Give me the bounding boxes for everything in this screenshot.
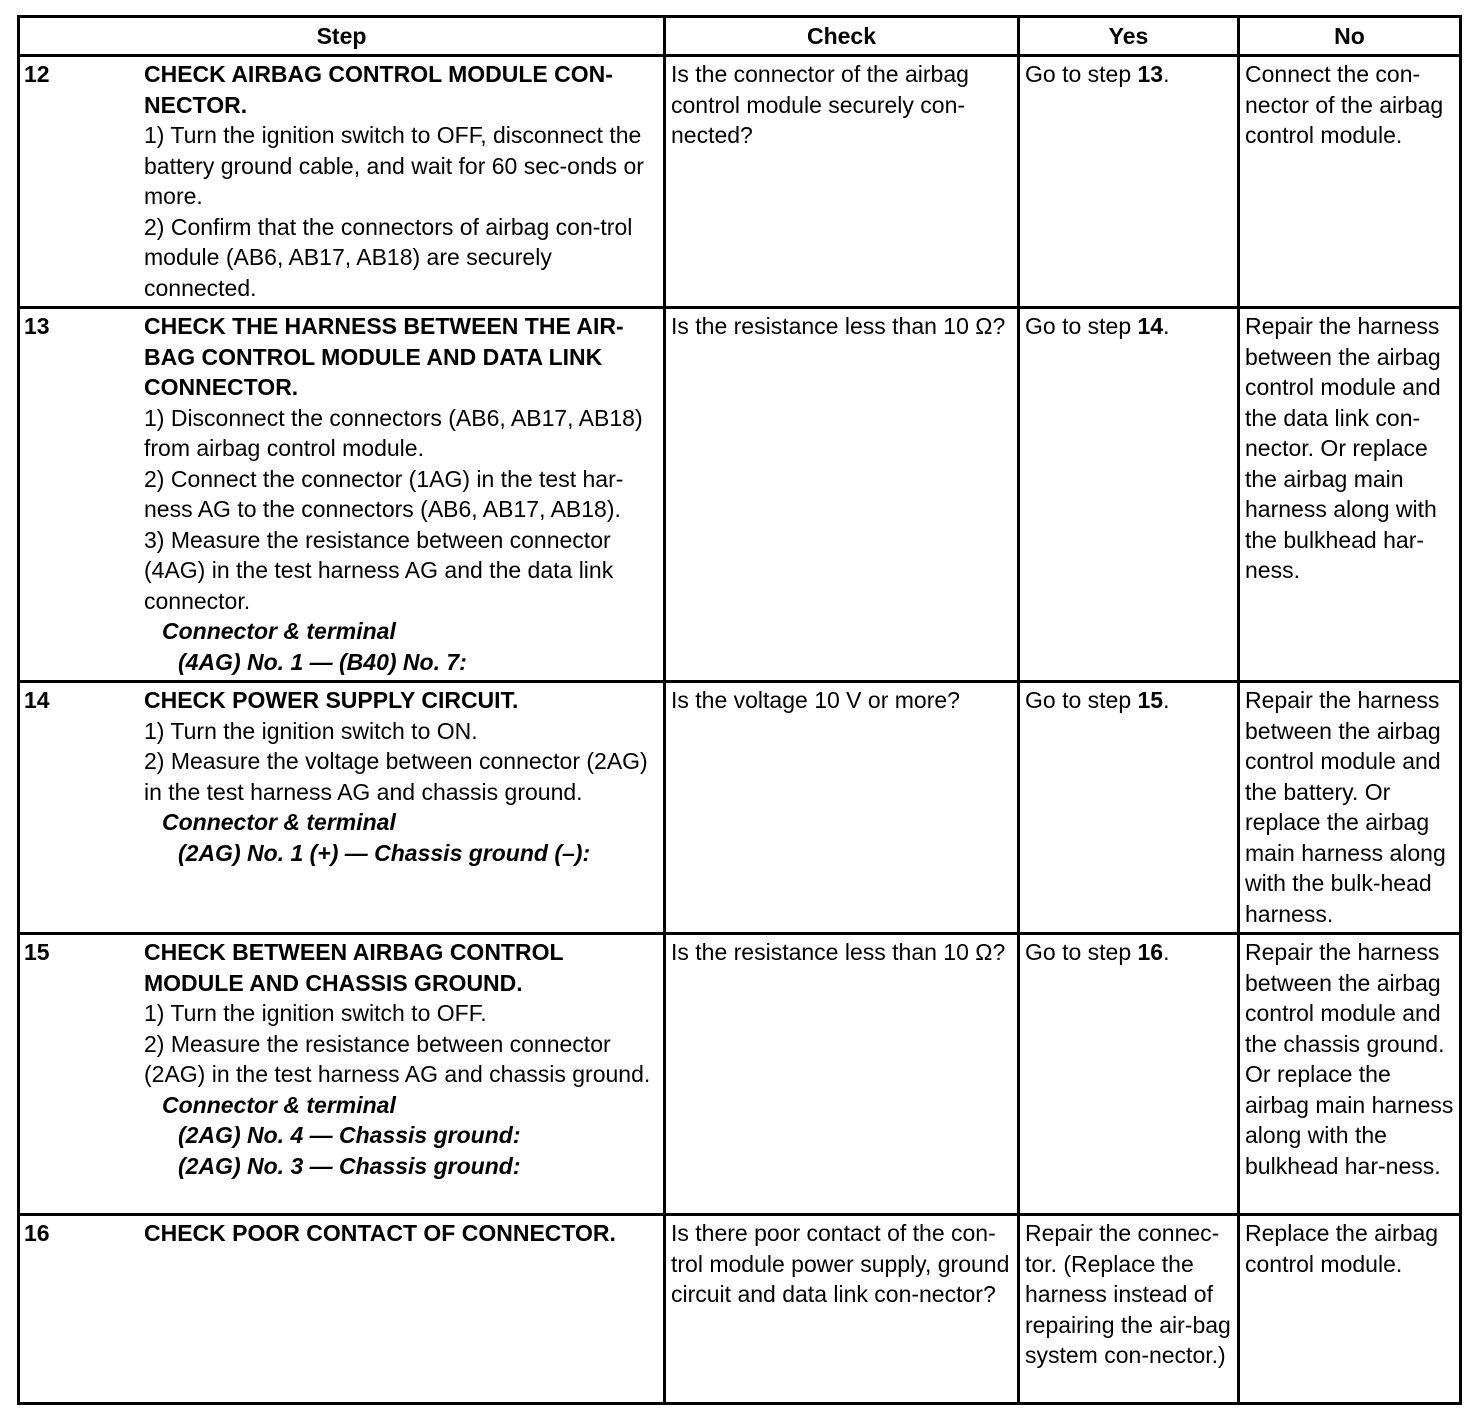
table-row [19,934,1461,1215]
no-cell: Repair the harness between the airbag control module and the chassis ground. Or replace the airbag main harness along with the bulkhead har-ness. [1239,934,1461,1215]
step-cell [19,934,665,1215]
yes-cell [1019,56,1239,308]
header-step: Step [19,17,665,56]
yes-step-ref: 14 [1137,313,1164,339]
yes-text: Go to step [1025,313,1138,339]
check-cell: Is there poor contact of the con-trol module power supply, ground circuit and data link con-nector? [665,1215,1019,1404]
substep: 1) Turn the ignition switch to OFF. [144,1000,487,1026]
substep: 1) Disconnect the connectors (AB6, AB17, AB18) from airbag control module. [144,404,643,461]
yes-suffix: . [1163,61,1170,87]
connector-terminal-spec: (2AG) No. 4 — Chassis ground: [178,1122,521,1148]
no-cell: Repair the harness between the airbag control module and the data link con-nector. Or replace the airbag main harness along with the bulkhead har-ness. [1239,308,1461,682]
header-check: Check [665,17,1019,56]
header-row [19,17,1461,56]
connector-terminal-spec: (2AG) No. 3 — Chassis ground: [178,1152,521,1179]
yes-cell [1019,934,1239,1215]
yes-cell [1019,308,1239,682]
yes-text: Go to step [1025,687,1138,713]
substep: 1) Turn the ignition switch to ON. [144,717,478,744]
no-cell: Connect the con-nector of the airbag control module. [1239,56,1461,308]
yes-suffix: . [1163,687,1170,713]
table-row [19,308,1461,682]
step-body [144,311,658,677]
table-row [19,56,1461,308]
step-title: CHECK BETWEEN AIRBAG CONTROL MODULE AND CHASSIS GROUND. [144,939,564,996]
header-no: No [1239,17,1461,56]
check-cell: Is the connector of the airbag control module securely con-nected? [665,56,1019,308]
no-cell: Repair the harness between the airbag control module and the battery. Or replace the airbag main harness along with the bulk-head harness. [1239,682,1461,934]
substep: 1) Turn the ignition switch to OFF, disconnect the battery ground cable, and wait for 60 sec-onds or more. [144,122,644,209]
step-number: 13 [24,313,50,339]
connector-terminal-label: Connector & terminal [162,809,396,835]
step-body [144,937,658,1181]
step-number: 15 [24,939,50,965]
yes-step-ref: 13 [1137,61,1164,87]
table-row [19,1215,1461,1404]
no-cell: Replace the airbag control module. [1239,1215,1461,1404]
substep: 3) Measure the resistance between connector (4AG) in the test harness AG and the data link connector. [144,526,614,614]
check-cell: Is the voltage 10 V or more? [665,682,1019,934]
substep: 2) Measure the resistance between connector (2AG) in the test harness AG and chassis ground. [144,1030,651,1087]
step-body [144,685,658,868]
step-title: CHECK POOR CONTACT OF CONNECTOR. [144,1220,616,1246]
step-cell [19,56,665,308]
step-title: CHECK AIRBAG CONTROL MODULE CON- NECTOR. [144,61,613,118]
step-title: CHECK POWER SUPPLY CIRCUIT. [144,687,519,713]
yes-cell [1019,682,1239,934]
diagnostic-table [17,15,1462,1405]
substep: 2) Measure the voltage between connector (2AG) in the test harness AG and chassis ground. [144,748,648,805]
yes-step-ref: 15 [1137,687,1164,713]
substep: 2) Connect the connector (1AG) in the test har-ness AG to the connectors (AB6, AB17, AB18). [144,465,624,522]
substep: 2) Confirm that the connectors of airbag con-trol module (AB6, AB17, AB18) are securely connected. [144,213,633,301]
yes-text: Repair the connec-tor. (Replace the harness instead of repairing the air-bag system con-nector.) [1025,1220,1231,1368]
connector-terminal-label: Connector & terminal [162,618,396,644]
step-number: 12 [24,61,50,87]
yes-suffix: . [1163,939,1170,965]
check-cell: Is the resistance less than 10 Ω? [665,308,1019,682]
header-yes: Yes [1019,17,1239,56]
step-cell [19,682,665,934]
yes-text: Go to step [1025,61,1138,87]
connector-terminal-spec: (2AG) No. 1 (+) — Chassis ground (–): [178,839,591,866]
step-number: 14 [24,687,50,713]
connector-terminal-spec: (4AG) No. 1 — (B40) No. 7: [178,648,467,675]
yes-text: Go to step [1025,939,1138,965]
yes-suffix: . [1163,313,1170,339]
step-cell [19,308,665,682]
yes-step-ref: 16 [1137,939,1164,965]
connector-terminal-label: Connector & terminal [162,1091,396,1118]
step-number: 16 [24,1220,50,1246]
yes-cell [1019,1215,1239,1404]
step-cell [19,1215,665,1404]
step-title: CHECK THE HARNESS BETWEEN THE AIR-BAG CONTROL MODULE AND DATA LINK CONNECTOR. [144,313,624,400]
step-body [144,59,658,303]
check-cell: Is the resistance less than 10 Ω? [665,934,1019,1215]
table-row [19,682,1461,934]
step-body [144,1218,658,1249]
